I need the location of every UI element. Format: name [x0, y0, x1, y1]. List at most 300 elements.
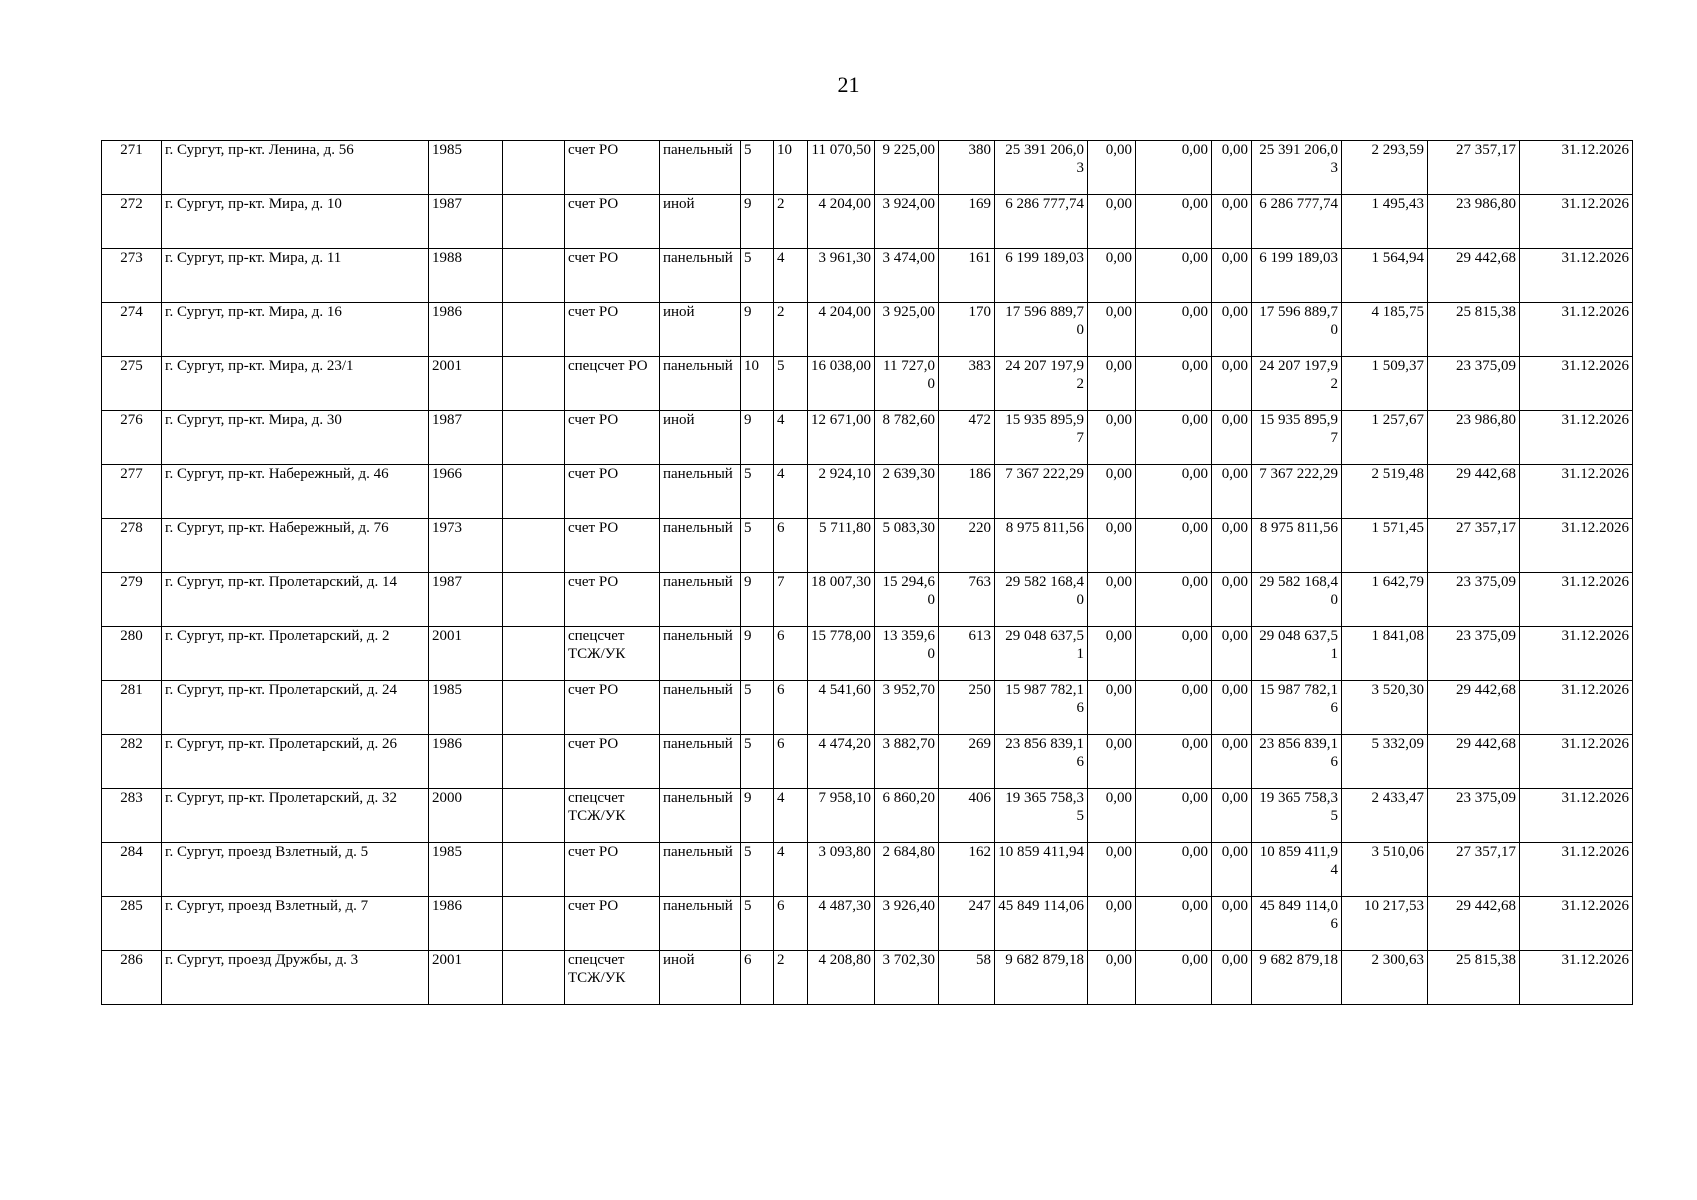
total-cost-cell: 7 367 222,29	[995, 465, 1088, 519]
cost-regional-cell: 0,00	[1136, 951, 1212, 1005]
residents-cell: 170	[939, 303, 995, 357]
total-cost-cell: 25 391 206,03	[995, 141, 1088, 195]
entrances-cell: 4	[774, 843, 808, 897]
deadline-cell: 31.12.2026	[1520, 681, 1633, 735]
cost-local-cell: 0,00	[1212, 573, 1252, 627]
floors-cell: 10	[741, 357, 774, 411]
total-cost-cell: 6 286 777,74	[995, 195, 1088, 249]
cost-regional-cell: 0,00	[1136, 789, 1212, 843]
table-row	[102, 897, 1633, 951]
total-area-cell: 15 778,00	[808, 627, 875, 681]
cost-owners-cell: 45 849 114,06	[1252, 897, 1342, 951]
floors-cell: 9	[741, 195, 774, 249]
limit-cost-cell: 29 442,68	[1428, 897, 1520, 951]
cost-owners-cell: 15 987 782,16	[1252, 681, 1342, 735]
wall-material-cell: иной	[660, 951, 741, 1005]
row-number-cell: 285	[102, 897, 162, 951]
table-body	[102, 141, 1633, 1005]
wall-material-cell: иной	[660, 195, 741, 249]
row-number-cell: 275	[102, 357, 162, 411]
total-area-cell: 16 038,00	[808, 357, 875, 411]
cost-owners-cell: 10 859 411,94	[1252, 843, 1342, 897]
residents-cell: 220	[939, 519, 995, 573]
living-area-cell: 2 639,30	[875, 465, 939, 519]
total-area-cell: 18 007,30	[808, 573, 875, 627]
cost-owners-cell: 29 582 168,40	[1252, 573, 1342, 627]
entrances-cell: 4	[774, 465, 808, 519]
empty-cell	[503, 411, 565, 465]
floors-cell: 9	[741, 789, 774, 843]
living-area-cell: 3 924,00	[875, 195, 939, 249]
cost-federal-cell: 0,00	[1088, 519, 1136, 573]
address-cell: г. Сургут, пр-кт. Пролетарский, д. 26	[162, 735, 429, 789]
deadline-cell: 31.12.2026	[1520, 897, 1633, 951]
deadline-cell: 31.12.2026	[1520, 951, 1633, 1005]
floors-cell: 5	[741, 465, 774, 519]
entrances-cell: 6	[774, 519, 808, 573]
cost-per-sqm-cell: 2 433,47	[1342, 789, 1428, 843]
total-cost-cell: 19 365 758,35	[995, 789, 1088, 843]
cost-local-cell: 0,00	[1212, 141, 1252, 195]
address-cell: г. Сургут, пр-кт. Мира, д. 23/1	[162, 357, 429, 411]
address-cell: г. Сургут, пр-кт. Пролетарский, д. 14	[162, 573, 429, 627]
total-cost-cell: 15 987 782,16	[995, 681, 1088, 735]
cost-owners-cell: 25 391 206,03	[1252, 141, 1342, 195]
cost-regional-cell: 0,00	[1136, 843, 1212, 897]
limit-cost-cell: 23 986,80	[1428, 195, 1520, 249]
wall-material-cell: панельный	[660, 573, 741, 627]
cost-regional-cell: 0,00	[1136, 357, 1212, 411]
table-row	[102, 951, 1633, 1005]
row-number-cell: 277	[102, 465, 162, 519]
cost-owners-cell: 23 856 839,16	[1252, 735, 1342, 789]
living-area-cell: 6 860,20	[875, 789, 939, 843]
cost-regional-cell: 0,00	[1136, 411, 1212, 465]
wall-material-cell: иной	[660, 303, 741, 357]
address-cell: г. Сургут, проезд Дружбы, д. 3	[162, 951, 429, 1005]
residents-cell: 269	[939, 735, 995, 789]
empty-cell	[503, 843, 565, 897]
cost-regional-cell: 0,00	[1136, 573, 1212, 627]
deadline-cell: 31.12.2026	[1520, 357, 1633, 411]
cost-owners-cell: 9 682 879,18	[1252, 951, 1342, 1005]
living-area-cell: 15 294,60	[875, 573, 939, 627]
row-number-cell: 271	[102, 141, 162, 195]
living-area-cell: 3 925,00	[875, 303, 939, 357]
row-number-cell: 279	[102, 573, 162, 627]
entrances-cell: 4	[774, 411, 808, 465]
cost-per-sqm-cell: 5 332,09	[1342, 735, 1428, 789]
row-number-cell: 272	[102, 195, 162, 249]
total-cost-cell: 29 048 637,51	[995, 627, 1088, 681]
cost-regional-cell: 0,00	[1136, 735, 1212, 789]
row-number-cell: 276	[102, 411, 162, 465]
empty-cell	[503, 303, 565, 357]
account-type-cell: счет РО	[565, 141, 660, 195]
row-number-cell: 284	[102, 843, 162, 897]
cost-per-sqm-cell: 1 571,45	[1342, 519, 1428, 573]
floors-cell: 9	[741, 411, 774, 465]
wall-material-cell: панельный	[660, 357, 741, 411]
wall-material-cell: панельный	[660, 897, 741, 951]
account-type-cell: спецсчет ТСЖ/УК	[565, 627, 660, 681]
total-area-cell: 12 671,00	[808, 411, 875, 465]
cost-local-cell: 0,00	[1212, 411, 1252, 465]
residents-cell: 383	[939, 357, 995, 411]
entrances-cell: 7	[774, 573, 808, 627]
year-built-cell: 1987	[429, 411, 503, 465]
cost-federal-cell: 0,00	[1088, 573, 1136, 627]
table-row	[102, 465, 1633, 519]
empty-cell	[503, 519, 565, 573]
cost-local-cell: 0,00	[1212, 303, 1252, 357]
row-number-cell: 280	[102, 627, 162, 681]
account-type-cell: спецсчет ТСЖ/УК	[565, 951, 660, 1005]
total-cost-cell: 8 975 811,56	[995, 519, 1088, 573]
cost-federal-cell: 0,00	[1088, 357, 1136, 411]
empty-cell	[503, 249, 565, 303]
empty-cell	[503, 465, 565, 519]
housing-register-table	[101, 140, 1633, 1005]
total-area-cell: 4 474,20	[808, 735, 875, 789]
cost-federal-cell: 0,00	[1088, 789, 1136, 843]
deadline-cell: 31.12.2026	[1520, 573, 1633, 627]
row-number-cell: 274	[102, 303, 162, 357]
account-type-cell: счет РО	[565, 195, 660, 249]
living-area-cell: 3 702,30	[875, 951, 939, 1005]
cost-regional-cell: 0,00	[1136, 897, 1212, 951]
limit-cost-cell: 29 442,68	[1428, 735, 1520, 789]
table-row	[102, 411, 1633, 465]
total-area-cell: 2 924,10	[808, 465, 875, 519]
address-cell: г. Сургут, пр-кт. Мира, д. 11	[162, 249, 429, 303]
total-cost-cell: 15 935 895,97	[995, 411, 1088, 465]
entrances-cell: 5	[774, 357, 808, 411]
year-built-cell: 2001	[429, 951, 503, 1005]
floors-cell: 9	[741, 573, 774, 627]
address-cell: г. Сургут, пр-кт. Набережный, д. 46	[162, 465, 429, 519]
wall-material-cell: иной	[660, 411, 741, 465]
total-cost-cell: 23 856 839,16	[995, 735, 1088, 789]
cost-federal-cell: 0,00	[1088, 735, 1136, 789]
deadline-cell: 31.12.2026	[1520, 465, 1633, 519]
account-type-cell: счет РО	[565, 681, 660, 735]
cost-per-sqm-cell: 1 841,08	[1342, 627, 1428, 681]
cost-local-cell: 0,00	[1212, 735, 1252, 789]
cost-local-cell: 0,00	[1212, 789, 1252, 843]
living-area-cell: 11 727,00	[875, 357, 939, 411]
cost-regional-cell: 0,00	[1136, 519, 1212, 573]
entrances-cell: 6	[774, 897, 808, 951]
limit-cost-cell: 23 375,09	[1428, 789, 1520, 843]
total-cost-cell: 29 582 168,40	[995, 573, 1088, 627]
year-built-cell: 2001	[429, 627, 503, 681]
limit-cost-cell: 29 442,68	[1428, 681, 1520, 735]
year-built-cell: 1973	[429, 519, 503, 573]
year-built-cell: 2000	[429, 789, 503, 843]
residents-cell: 406	[939, 789, 995, 843]
address-cell: г. Сургут, пр-кт. Набережный, д. 76	[162, 519, 429, 573]
address-cell: г. Сургут, пр-кт. Пролетарский, д. 2	[162, 627, 429, 681]
cost-per-sqm-cell: 2 519,48	[1342, 465, 1428, 519]
cost-local-cell: 0,00	[1212, 519, 1252, 573]
cost-per-sqm-cell: 1 564,94	[1342, 249, 1428, 303]
total-area-cell: 4 487,30	[808, 897, 875, 951]
total-area-cell: 3 961,30	[808, 249, 875, 303]
cost-owners-cell: 6 286 777,74	[1252, 195, 1342, 249]
limit-cost-cell: 29 442,68	[1428, 249, 1520, 303]
total-cost-cell: 45 849 114,06	[995, 897, 1088, 951]
living-area-cell: 9 225,00	[875, 141, 939, 195]
cost-federal-cell: 0,00	[1088, 681, 1136, 735]
residents-cell: 250	[939, 681, 995, 735]
cost-per-sqm-cell: 3 510,06	[1342, 843, 1428, 897]
living-area-cell: 3 952,70	[875, 681, 939, 735]
empty-cell	[503, 789, 565, 843]
floors-cell: 5	[741, 519, 774, 573]
cost-owners-cell: 15 935 895,97	[1252, 411, 1342, 465]
living-area-cell: 2 684,80	[875, 843, 939, 897]
entrances-cell: 4	[774, 249, 808, 303]
deadline-cell: 31.12.2026	[1520, 519, 1633, 573]
row-number-cell: 273	[102, 249, 162, 303]
total-area-cell: 7 958,10	[808, 789, 875, 843]
cost-local-cell: 0,00	[1212, 249, 1252, 303]
cost-federal-cell: 0,00	[1088, 951, 1136, 1005]
table-row	[102, 303, 1633, 357]
table-row	[102, 195, 1633, 249]
cost-regional-cell: 0,00	[1136, 303, 1212, 357]
wall-material-cell: панельный	[660, 249, 741, 303]
year-built-cell: 1966	[429, 465, 503, 519]
cost-regional-cell: 0,00	[1136, 195, 1212, 249]
residents-cell: 472	[939, 411, 995, 465]
cost-owners-cell: 19 365 758,35	[1252, 789, 1342, 843]
empty-cell	[503, 897, 565, 951]
empty-cell	[503, 951, 565, 1005]
deadline-cell: 31.12.2026	[1520, 843, 1633, 897]
account-type-cell: счет РО	[565, 465, 660, 519]
table-row	[102, 735, 1633, 789]
cost-federal-cell: 0,00	[1088, 195, 1136, 249]
cost-federal-cell: 0,00	[1088, 627, 1136, 681]
limit-cost-cell: 23 986,80	[1428, 411, 1520, 465]
address-cell: г. Сургут, пр-кт. Пролетарский, д. 32	[162, 789, 429, 843]
floors-cell: 9	[741, 627, 774, 681]
address-cell: г. Сургут, проезд Взлетный, д. 7	[162, 897, 429, 951]
cost-per-sqm-cell: 3 520,30	[1342, 681, 1428, 735]
cost-federal-cell: 0,00	[1088, 897, 1136, 951]
cost-local-cell: 0,00	[1212, 195, 1252, 249]
account-type-cell: счет РО	[565, 411, 660, 465]
cost-federal-cell: 0,00	[1088, 843, 1136, 897]
limit-cost-cell: 27 357,17	[1428, 519, 1520, 573]
residents-cell: 58	[939, 951, 995, 1005]
cost-local-cell: 0,00	[1212, 681, 1252, 735]
cost-regional-cell: 0,00	[1136, 465, 1212, 519]
total-area-cell: 4 208,80	[808, 951, 875, 1005]
year-built-cell: 1985	[429, 141, 503, 195]
residents-cell: 162	[939, 843, 995, 897]
deadline-cell: 31.12.2026	[1520, 141, 1633, 195]
entrances-cell: 2	[774, 951, 808, 1005]
entrances-cell: 10	[774, 141, 808, 195]
cost-federal-cell: 0,00	[1088, 141, 1136, 195]
deadline-cell: 31.12.2026	[1520, 789, 1633, 843]
year-built-cell: 1986	[429, 897, 503, 951]
year-built-cell: 1988	[429, 249, 503, 303]
entrances-cell: 4	[774, 789, 808, 843]
empty-cell	[503, 735, 565, 789]
limit-cost-cell: 25 815,38	[1428, 303, 1520, 357]
deadline-cell: 31.12.2026	[1520, 195, 1633, 249]
table-row	[102, 573, 1633, 627]
account-type-cell: счет РО	[565, 249, 660, 303]
cost-per-sqm-cell: 10 217,53	[1342, 897, 1428, 951]
account-type-cell: счет РО	[565, 843, 660, 897]
wall-material-cell: панельный	[660, 465, 741, 519]
table-row	[102, 843, 1633, 897]
living-area-cell: 3 474,00	[875, 249, 939, 303]
row-number-cell: 278	[102, 519, 162, 573]
deadline-cell: 31.12.2026	[1520, 627, 1633, 681]
empty-cell	[503, 195, 565, 249]
cost-per-sqm-cell: 1 495,43	[1342, 195, 1428, 249]
living-area-cell: 8 782,60	[875, 411, 939, 465]
cost-per-sqm-cell: 2 300,63	[1342, 951, 1428, 1005]
table-row	[102, 681, 1633, 735]
cost-regional-cell: 0,00	[1136, 141, 1212, 195]
address-cell: г. Сургут, пр-кт. Пролетарский, д. 24	[162, 681, 429, 735]
account-type-cell: спецсчет ТСЖ/УК	[565, 789, 660, 843]
wall-material-cell: панельный	[660, 735, 741, 789]
year-built-cell: 1985	[429, 843, 503, 897]
entrances-cell: 6	[774, 735, 808, 789]
address-cell: г. Сургут, проезд Взлетный, д. 5	[162, 843, 429, 897]
cost-owners-cell: 8 975 811,56	[1252, 519, 1342, 573]
cost-federal-cell: 0,00	[1088, 303, 1136, 357]
limit-cost-cell: 23 375,09	[1428, 573, 1520, 627]
row-number-cell: 286	[102, 951, 162, 1005]
total-area-cell: 11 070,50	[808, 141, 875, 195]
wall-material-cell: панельный	[660, 141, 741, 195]
cost-local-cell: 0,00	[1212, 843, 1252, 897]
floors-cell: 5	[741, 843, 774, 897]
page-number: 21	[837, 72, 860, 97]
address-cell: г. Сургут, пр-кт. Мира, д. 16	[162, 303, 429, 357]
empty-cell	[503, 141, 565, 195]
floors-cell: 5	[741, 681, 774, 735]
year-built-cell: 1986	[429, 735, 503, 789]
cost-owners-cell: 7 367 222,29	[1252, 465, 1342, 519]
residents-cell: 380	[939, 141, 995, 195]
floors-cell: 6	[741, 951, 774, 1005]
year-built-cell: 2001	[429, 357, 503, 411]
year-built-cell: 1987	[429, 573, 503, 627]
entrances-cell: 2	[774, 303, 808, 357]
floors-cell: 5	[741, 141, 774, 195]
cost-federal-cell: 0,00	[1088, 465, 1136, 519]
wall-material-cell: панельный	[660, 519, 741, 573]
cost-regional-cell: 0,00	[1136, 627, 1212, 681]
cost-per-sqm-cell: 1 642,79	[1342, 573, 1428, 627]
table-row	[102, 789, 1633, 843]
cost-local-cell: 0,00	[1212, 627, 1252, 681]
limit-cost-cell: 27 357,17	[1428, 843, 1520, 897]
cost-per-sqm-cell: 1 257,67	[1342, 411, 1428, 465]
total-cost-cell: 17 596 889,70	[995, 303, 1088, 357]
limit-cost-cell: 23 375,09	[1428, 357, 1520, 411]
account-type-cell: счет РО	[565, 735, 660, 789]
total-area-cell: 4 204,00	[808, 195, 875, 249]
residents-cell: 186	[939, 465, 995, 519]
empty-cell	[503, 357, 565, 411]
living-area-cell: 3 926,40	[875, 897, 939, 951]
total-cost-cell: 10 859 411,94	[995, 843, 1088, 897]
wall-material-cell: панельный	[660, 627, 741, 681]
entrances-cell: 6	[774, 681, 808, 735]
row-number-cell: 282	[102, 735, 162, 789]
address-cell: г. Сургут, пр-кт. Ленина, д. 56	[162, 141, 429, 195]
year-built-cell: 1987	[429, 195, 503, 249]
year-built-cell: 1985	[429, 681, 503, 735]
table-row	[102, 519, 1633, 573]
living-area-cell: 13 359,60	[875, 627, 939, 681]
year-built-cell: 1986	[429, 303, 503, 357]
wall-material-cell: панельный	[660, 681, 741, 735]
cost-regional-cell: 0,00	[1136, 249, 1212, 303]
cost-local-cell: 0,00	[1212, 897, 1252, 951]
cost-local-cell: 0,00	[1212, 465, 1252, 519]
residents-cell: 161	[939, 249, 995, 303]
table-row	[102, 627, 1633, 681]
cost-federal-cell: 0,00	[1088, 411, 1136, 465]
row-number-cell: 283	[102, 789, 162, 843]
account-type-cell: счет РО	[565, 519, 660, 573]
cost-owners-cell: 29 048 637,51	[1252, 627, 1342, 681]
table-row	[102, 141, 1633, 195]
living-area-cell: 3 882,70	[875, 735, 939, 789]
table-row	[102, 357, 1633, 411]
cost-per-sqm-cell: 1 509,37	[1342, 357, 1428, 411]
total-area-cell: 3 093,80	[808, 843, 875, 897]
account-type-cell: счет РО	[565, 897, 660, 951]
deadline-cell: 31.12.2026	[1520, 249, 1633, 303]
entrances-cell: 2	[774, 195, 808, 249]
table-row	[102, 249, 1633, 303]
cost-local-cell: 0,00	[1212, 951, 1252, 1005]
limit-cost-cell: 29 442,68	[1428, 465, 1520, 519]
limit-cost-cell: 27 357,17	[1428, 141, 1520, 195]
wall-material-cell: панельный	[660, 789, 741, 843]
cost-owners-cell: 24 207 197,92	[1252, 357, 1342, 411]
floors-cell: 5	[741, 249, 774, 303]
total-area-cell: 4 204,00	[808, 303, 875, 357]
total-area-cell: 4 541,60	[808, 681, 875, 735]
empty-cell	[503, 627, 565, 681]
account-type-cell: счет РО	[565, 303, 660, 357]
residents-cell: 247	[939, 897, 995, 951]
total-cost-cell: 9 682 879,18	[995, 951, 1088, 1005]
deadline-cell: 31.12.2026	[1520, 735, 1633, 789]
address-cell: г. Сургут, пр-кт. Мира, д. 10	[162, 195, 429, 249]
deadline-cell: 31.12.2026	[1520, 411, 1633, 465]
cost-federal-cell: 0,00	[1088, 249, 1136, 303]
residents-cell: 613	[939, 627, 995, 681]
cost-owners-cell: 6 199 189,03	[1252, 249, 1342, 303]
living-area-cell: 5 083,30	[875, 519, 939, 573]
cost-per-sqm-cell: 4 185,75	[1342, 303, 1428, 357]
